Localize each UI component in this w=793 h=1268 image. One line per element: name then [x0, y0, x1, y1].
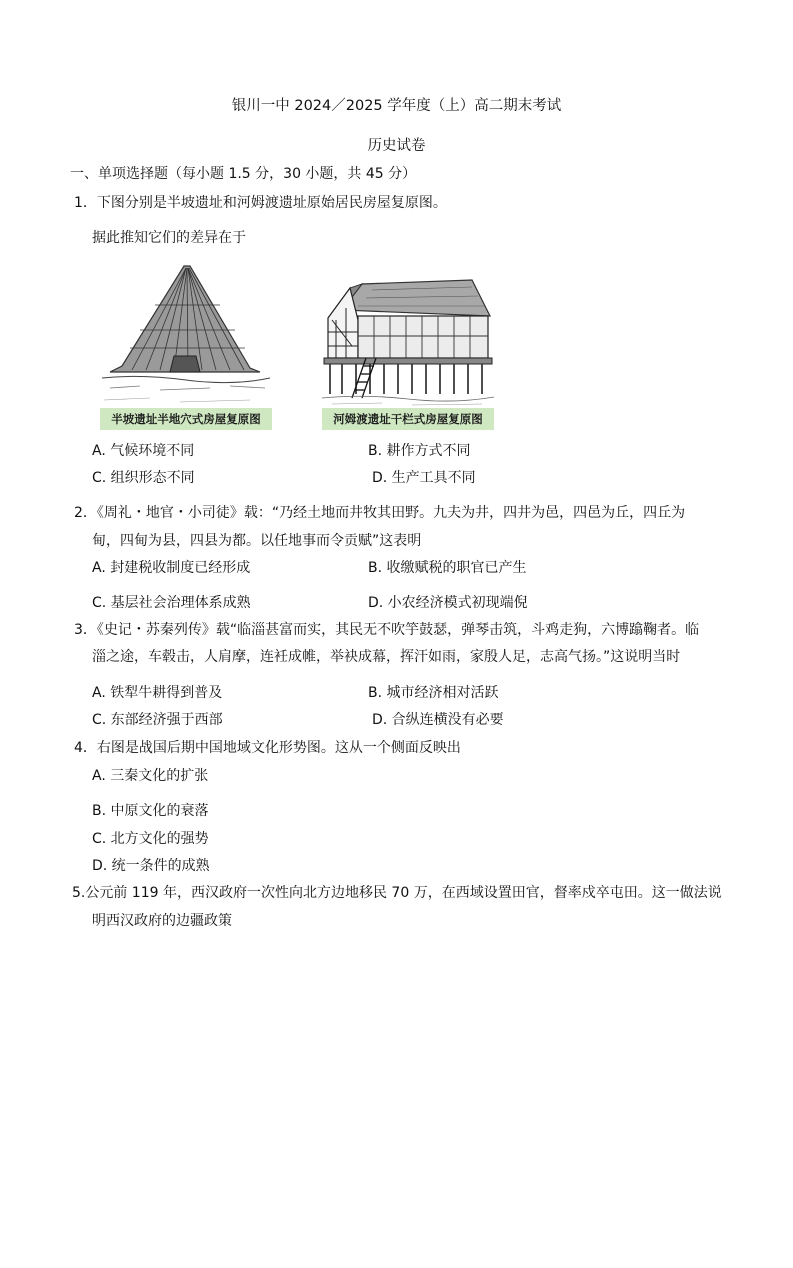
- q4-stem-line-1: 4．右图是战国后期中国地域文化形势图。这从一个侧面反映出: [74, 740, 461, 756]
- q3-stem-line-2: 淄之途，车毂击，人肩摩，连衽成帷，举袂成幕，挥汗如雨，家殷人足，志高气扬。”这说明当时: [92, 649, 681, 665]
- q5-stem-line-1: 5.公元前 119 年，西汉政府一次性向北方边地移民 70 万，在西域设置田官，督率戍卒屯田。这一做法说: [72, 885, 722, 901]
- exam-subject: 历史试卷: [367, 138, 426, 154]
- q4-option-b: B. 中原文化的衰落: [92, 803, 209, 819]
- q4-option-a: A. 三秦文化的扩张: [92, 768, 209, 784]
- q2-option-c: C. 基层社会治理体系成熟: [92, 595, 251, 611]
- q1-option-b: B. 耕作方式不同: [368, 443, 471, 459]
- q3-option-a: A. 铁犁牛耕得到普及: [92, 685, 223, 701]
- q4-option-d: D. 统一条件的成熟: [92, 858, 210, 874]
- q2-stem-line-1: 2．《周礼・地官・小司徒》载：“乃经土地而井牧其田野。九夫为井，四井为邑，四邑为丘，四丘为: [74, 505, 686, 521]
- q1-option-a: A. 气候环境不同: [92, 443, 195, 459]
- q1-option-d: D. 生产工具不同: [372, 470, 476, 486]
- q3-option-c: C. 东部经济强于西部: [92, 712, 223, 728]
- exam-title: 银川一中 2024／2025 学年度（上）高二期末考试: [231, 98, 562, 114]
- figure-hemudu-caption: 河姆渡遗址干栏式房屋复原图: [322, 408, 494, 430]
- q5-stem-line-2: 明西汉政府的边疆政策: [92, 913, 232, 929]
- figure-hemudu-house: [322, 260, 494, 430]
- q2-stem-line-2: 甸，四甸为县，四县为都。以任地事而令贡赋”这表明: [92, 533, 422, 549]
- q2-option-a: A. 封建税收制度已经形成: [92, 560, 251, 576]
- q3-option-b: B. 城市经济相对活跃: [368, 685, 499, 701]
- q2-option-b: B. 收缴赋税的职官已产生: [368, 560, 527, 576]
- banpo-hut-illustration: [100, 260, 272, 408]
- q1-option-c: C. 组织形态不同: [92, 470, 195, 486]
- q3-option-d: D. 合纵连横没有必要: [372, 712, 504, 728]
- figure-banpo-house: [100, 260, 272, 430]
- q2-option-d: D. 小农经济模式初现端倪: [368, 595, 528, 611]
- q1-stem-line-2: 据此推知它们的差异在于: [92, 230, 246, 246]
- q3-stem-line-1: 3．《史记・苏秦列传》载“临淄甚富而实，其民无不吹竽鼓瑟，弹琴击筑，斗鸡走狗，六博蹹鞠者。临: [74, 622, 700, 638]
- figure-banpo-caption: 半坡遗址半地穴式房屋复原图: [100, 408, 272, 430]
- q1-stem-line-1: 1．下图分别是半坡遗址和河姆渡遗址原始居民房屋复原图。: [74, 195, 447, 211]
- section-heading: 一、单项选择题（每小题 1.5 分，30 小题，共 45 分）: [70, 166, 417, 182]
- q4-option-c: C. 北方文化的强势: [92, 831, 209, 847]
- hemudu-stilt-house-illustration: [322, 260, 494, 408]
